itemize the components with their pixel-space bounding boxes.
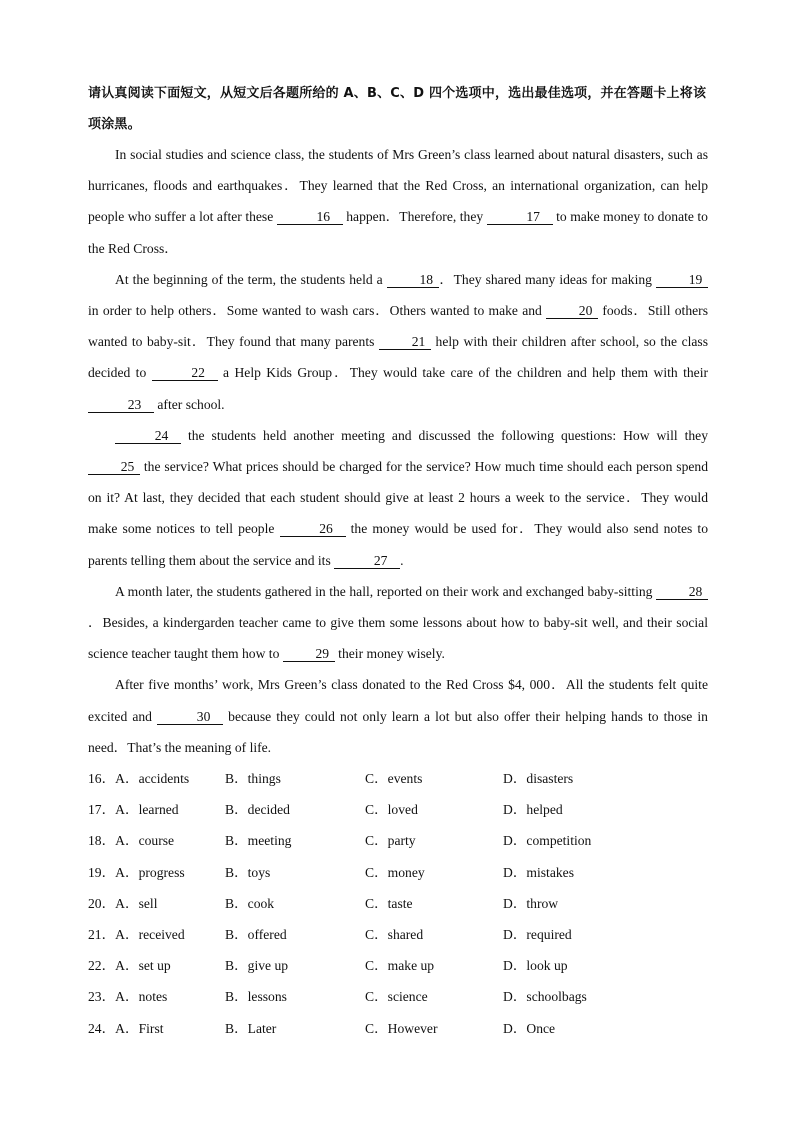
option-d: D．schoolbags <box>503 989 587 1005</box>
passage-text: help with their children after school, so the class decided to <box>88 334 708 381</box>
blank-27: 27 <box>334 553 400 569</box>
blank-20: 20 <box>546 303 598 319</box>
option-b: B．Later <box>225 1020 277 1036</box>
option-row-22 <box>88 950 708 981</box>
option-b: B．give up <box>225 958 289 974</box>
option-b: B．decided <box>225 802 290 818</box>
option-a: 20．A．sell <box>88 895 158 911</box>
paragraph-5 <box>88 669 708 763</box>
option-row-16 <box>88 763 708 794</box>
option-a: 24．A．First <box>88 1020 164 1036</box>
blank-19: 19 <box>656 272 708 288</box>
paragraph-4 <box>88 576 708 670</box>
option-row-18 <box>88 825 708 856</box>
option-a: 21．A．received <box>88 926 185 942</box>
option-c: C．taste <box>365 895 413 911</box>
option-c: C．make up <box>365 958 435 974</box>
passage-text: In social studies and science class, the students of Mrs Green’s class learned about natural disasters, such as hurricanes, floods and earthquakes．They learned that the Red Cross, an international organization, can help people who suffer a lot after these <box>88 147 708 225</box>
blank-16: 16 <box>277 209 343 225</box>
blank-23: 23 <box>88 397 154 413</box>
blank-25: 25 <box>88 459 140 475</box>
passage-text: the students held another meeting and discussed the following questions: How will they <box>181 427 708 443</box>
passage-text: At the beginning of the term, the students held a <box>115 271 387 287</box>
blank-24: 24 <box>115 428 181 444</box>
passage-text: the money would be used for．They would also send notes to parents telling them about the service and its <box>88 521 709 568</box>
passage-text: . <box>400 552 404 568</box>
option-c: C．However <box>365 1020 438 1036</box>
blank-21: 21 <box>379 334 431 350</box>
paragraph-2 <box>88 264 708 420</box>
blank-17: 17 <box>487 209 553 225</box>
option-d: D．helped <box>503 802 563 818</box>
option-row-21 <box>88 919 708 950</box>
passage-text: because they could not only learn a lot but also offer their helping hands to those in need．That’s the meaning of life. <box>88 708 708 755</box>
option-c: C．shared <box>365 926 424 942</box>
option-b: B．lessons <box>225 989 287 1005</box>
option-c: C．party <box>365 833 416 849</box>
option-b: B．toys <box>225 864 271 880</box>
blank-29: 29 <box>283 646 335 662</box>
passage-text: the service? What prices should be charged for the service? How much time should each person spend on it? At last, they decided that each student should give at least 2 hours a week to the service．They would make some notices to tell people <box>88 459 708 537</box>
option-d: D．look up <box>503 958 568 974</box>
option-c: C．science <box>365 989 428 1005</box>
option-b: B．cook <box>225 895 275 911</box>
option-row-17 <box>88 794 708 825</box>
option-d: D．disasters <box>503 771 574 786</box>
passage-text: their money wisely. <box>334 646 445 662</box>
option-b: B．offered <box>225 926 287 942</box>
option-c: C．loved <box>365 802 418 818</box>
option-d: D．competition <box>503 833 592 849</box>
passage-text: After five months’ work, Mrs Green’s class donated to the Red Cross $4, 000．All the students felt quite excited and <box>88 677 708 724</box>
blank-22: 22 <box>152 365 218 381</box>
option-d: D．required <box>503 926 572 942</box>
option-a: 22．A．set up <box>88 958 171 974</box>
instruction-text: 请认真阅读下面短文，从短文后各题所给的 A、B、C、D 四个选项中，选出最佳选项，并在答题卡上将该项涂黑。 <box>88 86 707 132</box>
answer-options <box>88 763 708 1044</box>
option-d: D．throw <box>503 895 559 911</box>
passage-text: ．They shared many ideas for making <box>438 271 656 287</box>
blank-28: 28 <box>656 584 708 600</box>
option-row-23 <box>88 981 708 1012</box>
option-row-20 <box>88 888 708 919</box>
paragraph-1 <box>88 139 708 264</box>
blank-26: 26 <box>280 521 346 537</box>
option-a: 18．A．course <box>88 833 175 849</box>
option-a: 16．A．accidents <box>88 771 190 786</box>
passage-text: foods．Still others wanted to baby-sit．They found that many parents <box>88 303 708 350</box>
option-b: B．things <box>225 771 281 786</box>
option-c: C．events <box>365 771 423 786</box>
option-a: 23．A．notes <box>88 989 168 1005</box>
option-d: D．mistakes <box>503 864 574 880</box>
passage-text: in order to help others．Some wanted to wash cars．Others wanted to make and <box>88 303 547 319</box>
passage-text: A month later, the students gathered in the hall, reported on their work and exchanged baby-sitting <box>115 583 656 599</box>
blank-18: 18 <box>387 272 439 288</box>
option-c: C．money <box>365 864 425 880</box>
option-b: B．meeting <box>225 833 292 849</box>
blank-30: 30 <box>157 709 223 725</box>
passage-text: to make money to donate to the Red Cross． <box>88 209 708 256</box>
option-row-19 <box>88 857 708 888</box>
option-d: D．Once <box>503 1020 556 1036</box>
option-row-24 <box>88 1013 708 1044</box>
option-a: 17．A．learned <box>88 802 179 818</box>
passage-text: happen．Therefore, they <box>342 209 487 225</box>
passage-text: after school. <box>154 396 225 412</box>
paragraph-3 <box>88 420 708 576</box>
passage-text: ．Besides, a kindergarden teacher came to give them some lessons about how to baby-sit well, and their social science teacher taught them how to <box>88 615 708 662</box>
option-a: 19．A．progress <box>88 864 185 880</box>
cloze-passage <box>88 139 708 763</box>
passage-text: a Help Kids Group．They would take care of the children and help them with their <box>217 365 708 381</box>
